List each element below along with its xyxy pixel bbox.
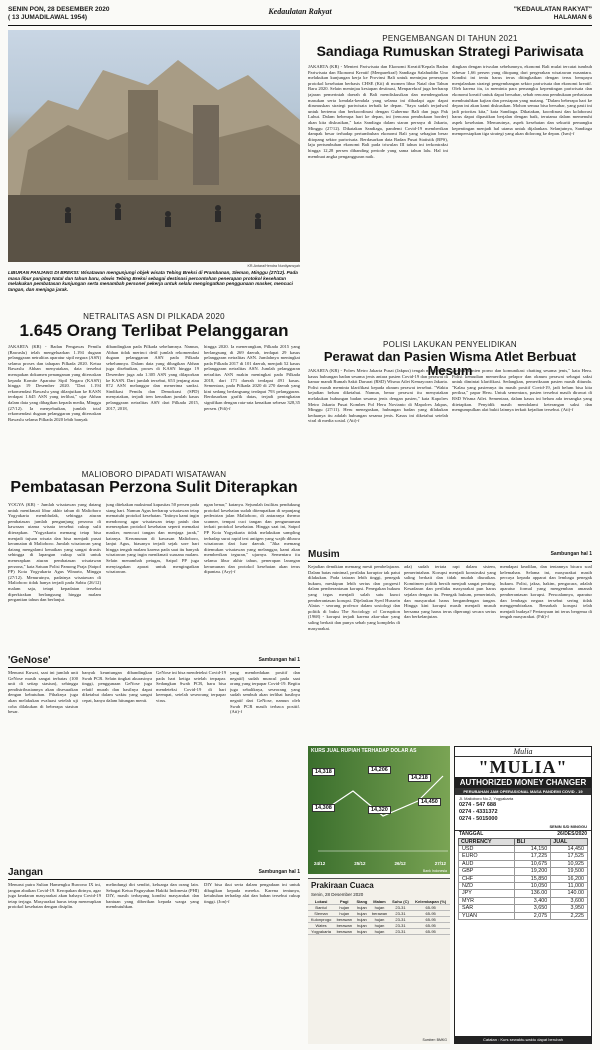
jangan-section-header — [8, 866, 300, 880]
photo-caption: LIBURAN PANJANG DI BREKSI: Wisatawan mengunjungi objek wisata Tebing Breksi di Prambanan, Sleman, Minggu (27/12). Pada masa libur panjang Natal dan tahun baru, obwis Tebing Breksi sebagai destinasi percontohan penerapan protokol kesehatan melakukan pembatasan kunjungan serta menambah personel pekerja untuk selalu mengingatkan penggunaan masker, mencuci tangan, dan menjaga jarak. — [8, 270, 298, 292]
mulia-subtitle: AUTHORIZED MONEY CHANGER — [455, 777, 591, 788]
kurs-dates — [314, 861, 446, 866]
musim-label: Musim — [308, 549, 340, 560]
rate-row — [459, 868, 588, 875]
rate-row — [459, 883, 588, 890]
genose-section-header — [8, 654, 300, 668]
weather-cell: 65-95 — [411, 905, 450, 911]
rate-row — [459, 846, 588, 853]
weather-header-noon: Siang — [354, 899, 369, 905]
page-number: HALAMAN 6 — [553, 14, 592, 21]
rate-sell: 16,200 — [551, 875, 588, 882]
weather-cell: Yogyakarta — [308, 929, 334, 935]
news-photo — [8, 30, 300, 262]
mulia-date-row — [455, 830, 591, 838]
kurs-source: Bank Indonesia — [422, 869, 447, 873]
mulia-date: 26/DES/2020 — [557, 831, 587, 837]
issue-date: SENIN PON, 28 DESEMBER 2020 — [8, 6, 110, 13]
weather-date: Senin, 28 Desember 2020 — [311, 892, 364, 897]
weather-cell: 23-31 — [390, 929, 412, 935]
rate-buy: 15,850 — [514, 875, 551, 882]
rate-buy: 10,675 — [514, 860, 551, 867]
jangan-label: Jangan — [8, 867, 44, 878]
jangan-column-2: melindungi diri sendiri, keluarga dan orang lain. Sebagai Ketua Paguyuban Hakiki Indonesia (PHI) DIY, masih terbayang kondisi masyarakat dan bantuan yang diberikan kepada warga yang membutuhkan. — [106, 882, 199, 910]
story1-column-3: hingga 2020. Ia menerangkan, Pilkada 2015 yang berlangsung di 269 daerah, terdapat 29 kasus pelanggaran netralitas ASN. Jumlahnya meningkat pada Pilkada 2017 di 101 daerah, menjadi 52 kasus pelanggaran netralitas ASN. Jumlah pelanggaran netralitas ASN makin meningkat pada Pilkada 2018, dari 171 daerah terdapat 491 kasus. Sementara, pada Pilkada 2020 di 270 daerah yang kini sedang berlangsung terdapat 793 pelanggaran. Berdasarkan grafik datas, terjadi peningkatan signifikan dengan rata-rata kenaikan sebesar 328,35 persen. (Fdi)-f — [204, 344, 300, 411]
hijri-date: ( 13 JUMADILAWAL 1954) — [8, 14, 87, 21]
rate-row — [459, 897, 588, 904]
kurs-tag-5: 14,320 — [368, 806, 391, 814]
rate-buy: 136.00 — [514, 890, 551, 897]
story2-column-2: dingkan dengan triwulan sebelumnya, ekonomi Bali mulai tercatat tumbuh sebesar 1,66 persen yang ditopang dari pergerakan wisatawan nusantara. Kondisi ini tentu harus terus ditingkatkan dengan terus berupaya menjalankan strategi pengembangan sektor pariwisata dan ekonomi kreatif. Oleh karena itu, ia meminta para pemangku kepentingan pariwisata dan ekonomi kreatif untuk dapat bersabar, sebab rencana pembukaan perbatasan membutuhkan kajian dan persiapan yang matang. "Dalam beberapa hari ke depan ini akan kami diskusikan. Mohon semua bisa bersabar, yang pasti ini jadi prioritas kita," kata Sandiaga. Dikatakan, koordinasi dan kolaborasi harus dapat dipastikan berjalan dengan baik, terutama dalam memenuhi aspek kesehatan. Menurutnya, aspek kesehatan dan sekuriti pemangku kepentingan menjadi hal utama untuk dijalankan. Selanjutnya, Sandiaga mempersiapkan tiga strategi yang akan didorong ke depan. (Ism)-f — [452, 64, 592, 137]
weather-cell: hujan — [369, 917, 389, 923]
weather-row — [308, 917, 450, 923]
weather-box — [308, 878, 450, 1044]
weather-cell: berawan — [369, 911, 389, 917]
musim-sambungan: Sambungan hal 1 — [550, 551, 592, 557]
weather-cell: 23-31 — [390, 923, 412, 929]
genose-column-1: Menurut Kuwat, saat ini jumlah unit GeNose masih sangat terbatas (100 unit di setiap stasiun), sehingga pendistribusiannya akan disesuaikan dengan kebutuhan. Pihaknya juga akan melakukan evaluasi setelah uji coba dilakukan di beberapa stasiun besar. — [8, 670, 78, 715]
weather-cell: hujan — [354, 905, 369, 911]
jangan-sambungan: Sambungan hal 1 — [258, 869, 300, 875]
rate-sell: 17,525 — [551, 853, 588, 860]
rate-buy: 3,400 — [514, 897, 551, 904]
rate-sell: 2,225 — [551, 912, 588, 919]
story4-column-1: JAKARTA (KR) - Polres Metro Jakarta Pusat (Jakpus) tengah menyelidiki kasus hubungan badan sesama jenis antara pasien Covid-19 dan perawat di kamar mandi Rumah Sakit Darurat (RSD) Wisma Atlet Kemayoran Jakarta. Polisi masih meminta klarifikasi kepada oknum perawat tersebut. "Waktu kejadian belum diketahui. Namun, benar perawat itu menyatakan melakukan hubungan badan sesama jenis dengan pasien," kata Kapolres Metro Jakarta Pusat Kombes Pol Heru Novianto di Mapolres Jakpus, Minggu (27/11). Heru menegaskan, hubungan badan yang dilakukan keduanya itu adalah hubungan sesama jenis. Kasus ini diketahui setelah viral di media sosial. (Ati)-f — [308, 368, 448, 424]
rate-sell: 3,600 — [551, 897, 588, 904]
story1-kicker: NETRALITAS ASN DI PILKADA 2020 — [83, 312, 225, 321]
story1-column-1: JAKARTA (KR) - Badan Pengawas Pemilu (Bawaslu) telah mengeluarkan 1.194 dugaan pelanggaran netralitas aparatur sipil negara (ASN) selama proses dan tahapan Pilkada 2020. Ketua Bawaslu Abhan menyatakan, data tersebut merupakan dokumen penanganan yang diteruskan kepada Komite Aparatur Sipil Negara (KASN) hingga 19 Desember 2020. "Dari 1.194 rekomendasi Bawaslu yang dilanjutkan ke KASN terdapat 1.645 ASN yang terlibat," ujar Abhan dalam data yang dibagikan kepada media, Minggu (27/12). Ia menyebutkan, jumlah total rekomendasi dugaan pelanggaran yang diteruskan Bawaslu selama Pilkada 2020 lebih banyak — [8, 344, 101, 422]
genose-column-2: banyak keuntungan dibandingkan Swab PCR. Selain tingkat akurasinya tinggi, penggunaan GeNose juga relatif murah dan hasilnya dapat diketahui dalam waktu yang sangat cepat, hanya dalam hitungan menit. — [82, 670, 152, 703]
weather-cell: 23-31 — [390, 911, 412, 917]
rate-header-buy: BLI — [514, 839, 551, 846]
weather-cell: 65-95 — [411, 929, 450, 935]
weather-header-night: Malam — [369, 899, 389, 905]
story3-column-3: ngan benar," katanya. Sejumlah fasilitas pendukung protokol kesehatan sudah ditempatkan di sepanjang pedestrian jalan Malioboro, di antaranya thermo scanner, tempat cuci tangan dan pengumuman terkait protokol kesehatan. Hingga saat ini, Satpol PP Kota Yogyakarta tidak melakukan sampling terhadap surat rapid test antigen yang wajib dibawa wisatawan dari luar daerah. "Jika memang ditemukan wisatawan yang melanggar, kami akan memberikan teguran," ujarnya. Sementara itu selama libur akhir tahun, penerapan larangan kerumunan dan protokol kesehatan akan terus dipantau. (Ary)-f — [204, 502, 300, 575]
weather-table — [308, 899, 450, 935]
masthead-logo: Kedaulatan Rakyat — [268, 7, 332, 16]
weather-cell: berawan — [334, 923, 354, 929]
jangan-column-1: Menurut putra Sultan Hamengku Buwono IX ini, jangan abaikan Covid-19. Keropakan dirinya, agar juga keadaran masyarakat akan bahaya Covid-19 tetap terjaga. Masyarakat harus tetap menerapkan protokol kesehatan dengan disiplin. — [8, 882, 101, 910]
mulia-phone-2: 0274 - 4331372 — [459, 809, 498, 815]
weather-cell: hujan — [369, 929, 389, 935]
rate-sell: 140.00 — [551, 890, 588, 897]
weather-header-morning: Pagi — [334, 899, 354, 905]
breksi-cliff-image — [8, 30, 300, 262]
rate-currency: SAR — [459, 905, 515, 912]
weather-cell: Wates — [308, 923, 334, 929]
rate-currency: EURO — [459, 853, 515, 860]
mulia-date-label: TANGGAL — [459, 831, 484, 837]
weather-cell: hujan — [334, 905, 354, 911]
kurs-tag-6: 14,450 — [418, 798, 441, 806]
story2-column-1: JAKARTA (KR) - Menteri Pariwisata dan Ekonomi Kreatif/Kepala Badan Pariwisata dan Ekonomi Kreatif (Menparekraf) Sandiaga Salahuddin Uno melakukan kunjungan kerja ke Provinsi Bali untuk meninjau penerapan protokol kesehatan berbasis CHSE (Kit) di momen libur Natal dan Tahun Baru 2020. Selain meninjau kesiapan destinasi, Menparekraf juga berharap jajaran pemerintah daerah di Bali mendiskusikan dan mendengarkan masukan serta kendala-kendala yang selama ini dihadapi agar dapat dirumuskan strategi pariwisata terbaik ke depan. "Saya sudah terjadwal untuk bertemu dan berkoordinasi dengan Gubernur Bali dan juga Pak Luhut. Dalam beberapa hari ke depan, ini (rencana pembukaan border) akan kita diskusikan," kata Sandiaga dalam siaran persnya di Jakarta, Minggu (27/12). Dikatakan Sandiaga, pandemi Covid-19 memberikan dampak besar terhadap pertumbuhan ekonomi Bali yang sebagian besar ditopang sektor pariwisata. Berdasarkan data Badan Pusat Statistik (BPS), laju pertumbuhan ekonomi Bali pada triwulan III tahun ini terkontraksi hingga 12,28 persen dibanding periode yang sama tahun lalu. Hal ini membuat angka pengangguran naik. — [308, 64, 448, 159]
mulia-rate-table-wrap — [455, 838, 591, 920]
rate-sell: 19,500 — [551, 868, 588, 875]
rate-buy: 14,150 — [514, 846, 551, 853]
kurs-tag-2: 14,206 — [368, 766, 391, 774]
genose-label: 'GeNose' — [8, 655, 51, 666]
weather-cell: 65-95 — [411, 917, 450, 923]
rate-row — [459, 905, 588, 912]
story3-kicker: MALIOBORO DIPADATI WISATAWAN — [81, 470, 227, 479]
genose-sambungan: Sambungan hal 1 — [258, 657, 300, 663]
kurs-tag-1: 14,318 — [312, 768, 335, 776]
weather-title: Prakiraan Cuaca — [311, 881, 374, 890]
rate-sell: 3,950 — [551, 905, 588, 912]
story3-column-1: YOGYA (KR) - Jumlah wisatawan yang datang untuk menikmati libur akhir tahun di Malioboro Yogyakarta membludak, sehingga aturan pembatasan jumlah pengunjung perzona di kawasan utama wisata tersebut cukup sulit diterapkan. "Yogyakarta memang tetap bisa menjadi tujuan wisata dan bisa menjadi pusat keramaian di Malioboro. Jumlah wisatawan yang datang mengalami kenaikan yang sangat drastis sehingga di lapangan cukup sulit untuk menerapkan aturan pembatasan wisatawan perzona," kata Satuan Polisi Pamong Praja (Satpol PP) Kota Yogyakarta Agus Winarto, Minggu (27/12). Menurutnya, padatnya wisatawan di Malioboro tidak hanya terjadi pada Sabtu (26/12) malam saja, tetapi kepadatan tersebut diperkirakan berlangsung hingga malam pergantian tahun dan berlanjut. — [8, 502, 101, 603]
kurs-date-4: 27/12 — [434, 861, 446, 866]
weather-cell: 23-31 — [390, 917, 412, 923]
rate-row — [459, 875, 588, 882]
genose-column-3: GeNose ini bisa mendeteksi Covid-19 pada hari ketiga setelah terpapar. Sedangkan Swab PCR, baru bisa mendeteksi Covid-19 di hari keempat, setelah seseorang terpapar virus. — [156, 670, 226, 703]
weather-cell: Kulonprogo — [308, 917, 334, 923]
story3-headline: Pembatasan Perzona Sulit Diterapkan — [10, 479, 298, 496]
rate-currency: JPY — [459, 890, 515, 897]
mulia-rate-table — [458, 838, 588, 920]
rate-buy: 19,200 — [514, 868, 551, 875]
mulia-phone-3: 0274 - 5015000 — [459, 816, 498, 822]
weather-cell: 65-95 — [411, 911, 450, 917]
weather-cell: Sleman — [308, 911, 334, 917]
genose-column-4: yang membedakan positif dan negatif) sudah muncul pada saat orang yang terpapar Covid-19. Begitu juga sebaliknya, seseorang yang sudah sembuh akan terlihat hasilnya negatif dari GeNose, namun oleh Swab PCR masih terbaca positif. (Ati)-f — [230, 670, 300, 715]
weather-cell: 23-31 — [390, 905, 412, 911]
kurs-date-1: 24/12 — [314, 861, 326, 866]
musim-column-1: Kejadian demikian memang mesti pembelajaran. Dalam batas minimal, perilaku koruptor tak patut dilakukan. Pada tataran lebih tinggi, penegak hukum, meskipun lebih serius dan progresif dalam pemberantasan korupsi. Penegakan hukum yang tegas menjadi salah satu kunci pemberantasan korupsi. Dijelaskan Syed Hussein Alatas - seorang profesor dalam sosiologi dan politik di buku The Sociology of Corruption (1968) - korupsi terjadi karena akar-akar yang saling berkait dan punya sebab yang kompleks di masyarakat. — [308, 564, 400, 631]
weather-cell: berawan — [334, 929, 354, 935]
weather-row — [308, 929, 450, 935]
rate-row — [459, 853, 588, 860]
rate-currency: YUAN — [459, 912, 515, 919]
rate-sell: 10,925 — [551, 860, 588, 867]
weather-header-temp: Suhu (C) — [390, 899, 412, 905]
kurs-tag-4: 14,308 — [312, 804, 335, 812]
mulia-title: "MULIA" — [478, 757, 568, 777]
rate-sell: 14,450 — [551, 846, 588, 853]
weather-cell: hujan — [369, 923, 389, 929]
rate-currency: MYR — [459, 897, 515, 904]
rate-currency: AUD — [459, 860, 515, 867]
kurs-title: KURS JUAL RUPIAH TERHADAP DOLAR AS — [311, 748, 417, 754]
story4-headline: Perawat dan Pasien Wisma Atlet Berbuat Mesum — [323, 349, 577, 378]
rate-sell: 11,000 — [551, 883, 588, 890]
rate-currency: NZD — [459, 883, 515, 890]
mulia-days: SENIN S/D MINGGU — [549, 824, 587, 829]
story1-headline: 1.645 Orang Terlibat Pelanggaran — [19, 321, 289, 340]
rate-header-sell: JUAL — [551, 839, 588, 846]
kurs-date-2: 25/12 — [354, 861, 366, 866]
rate-currency: USD — [459, 846, 515, 853]
kurs-chart — [308, 746, 450, 874]
jangan-column-3: DIY bisa ikut serta dalam pengadaan ini untuk dibagikan kepada mereka. Karena tentunya, ketuhuhan terhadap alat dan bahan tersebut cukup tinggi. (Jon)-f — [204, 882, 300, 904]
musim-section-header — [308, 548, 592, 562]
story1-column-2: dibandingkan pada Pilkada sebelumnya. Namun, Abhan tidak merinci detil jumlah rekomendasi dugaan pelanggaran ASN pada Pilkada sebelumnya. Dalam data yang dibagikan Abhan juga disebutkan, proses di KASN hingga 19 Desember juga ada 1.305 ASN yang dilaporkan ke KASN. Dari jumlah tersebut, 653 jenjang atau 872 ASN melanggar dan menerima sanksi. Sindikasi Pemilu dan Demokrasi (SPD) menyatakan, terjadi tren kenaikan jumlah kasus pelanggaran netralitas ASN dari Pilkada 2015, 2017, 2018, — [106, 344, 199, 411]
mulia-footer: Catatan : Kurs sewaktu-waktu dapat berubah — [455, 1036, 591, 1043]
rate-buy: 17,225 — [514, 853, 551, 860]
kurs-tag-3: 14,218 — [408, 774, 431, 782]
musim-column-2: ada) sudah tertata rapi dalam sistem, pemerintahan. Korupsi menjadi konstruksi yang saling berkait dan tidak mudah diuraikan. Komitmen politik bersih menjadi sangat penting. Kesadaran dan perilaku masyarakat pun harus sejalan dengan itu. Penegak hukum, pemerintah, dan masyarakat harus bergandengan tangan. Hingga kini korupsi masih menjadi musuh bersama yang harus terus diperangi secara serius dan berkelanjutan. — [404, 564, 496, 620]
rate-row — [459, 912, 588, 919]
kurs-date-3: 26/12 — [394, 861, 406, 866]
weather-cell: hujan — [334, 911, 354, 917]
mulia-banner: PERUBAHAN JAM OPERASIONAL MASA PANDEMI COVID - 19 — [455, 788, 591, 795]
weather-header-location: Lokasi — [308, 899, 334, 905]
mulia-ad — [454, 746, 592, 1044]
rate-buy: 3,650 — [514, 905, 551, 912]
rate-row — [459, 890, 588, 897]
story2-kicker: PENGEMBANGAN DI TAHUN 2021 — [382, 34, 518, 43]
photo-credit: KR-Antara/Hendra Nurdiyansyah — [247, 264, 300, 268]
rate-currency: GBP — [459, 868, 515, 875]
rate-currency: CHF — [459, 875, 515, 882]
story2-headline: Sandiaga Rumuskan Strategi Pariwisata — [316, 43, 584, 59]
mulia-logo: Mulia — [455, 747, 591, 757]
weather-cell: hujan — [354, 911, 369, 917]
weather-cell: hujan — [354, 923, 369, 929]
weather-cell: berawan — [334, 917, 354, 923]
weather-source: Sumber: BMKG — [422, 1038, 447, 1042]
rate-buy: 10,050 — [514, 883, 551, 890]
weather-cell: hujan — [354, 917, 369, 923]
weather-cell: hujan — [369, 905, 389, 911]
mulia-phone-1: 0274 - 547 688 — [459, 802, 497, 808]
paper-name: "KEDAULATAN RAKYAT" — [513, 6, 592, 13]
story4-column-2: gambar konten porno dan komunikasi chatting sesama jenis," kata Heru. Polisi kemudian memeriksa pelapor dan oknum perawat sebagai saksi untuk dimintai klarifikasi. Sedangkan, pemeriksaan pasien masih ditunda. "Kalau yang pasiennya itu masih positif Covid-19, jadi belum bisa kita periksa," papar Heru. Untuk sementara, pasien tersebut masih dirawat di RSD Wisma Atlet. Sementara, dalam kasus ini belum ada tersangka yang ditetapkan. Penyidik masih mendalami keterangan saksi dan mengumpulkan alat bukti lainnya terkait kejadian tersebut. (Ati)-f — [452, 368, 592, 413]
story4-kicker: POLISI LAKUKAN PENYELIDIKAN — [383, 340, 517, 349]
mulia-address: Jl. Malioboro No.2, Yogyakarta — [459, 796, 514, 801]
rate-row — [459, 860, 588, 867]
weather-cell: 65-95 — [411, 923, 450, 929]
weather-cell: Bantul — [308, 905, 334, 911]
weather-header-humidity: Kelembapan (%) — [411, 899, 450, 905]
rate-header-currency: CURRENCY — [459, 839, 515, 846]
masthead — [8, 4, 592, 26]
rate-buy: 2,075 — [514, 912, 551, 919]
weather-cell: hujan — [354, 929, 369, 935]
musim-column-3: mendapat keadilan, dan tentannya bicara soal kelemahan. Selama ini, masyarakat masih percaya kepada apparat dan lembaga penegak hukum. Polisi, jaksa, hakim, pengacara, adalah aparatur formal yang mengemban amanah pemberantasan korupsi. Persoalannya, aparatur dan lembaga negara tersebut sering tidak menggembirakan. Benarkah korupsi telah menjadi budaya? Pertanyaan ini terus bergema di tengah masyarakat. (Fdi)-f — [500, 564, 592, 620]
story3-column-2: jung ditekakan maksimal kapasitas 50 persen pada siang hari. Namun Agus berharap wisatawan tetap mematuhi protokol kesehatan. "Intinya kami ingin mendorong agar wisatawan tetap patuh dan menerapkan protokol kesehatan seperti memakai masker, mencuci tangan dan menjaga jarak," katanya. Kerumunan di kawasan Malioboro, lanjut Agus, biasanya terjadi sejak sore hari hingga tengah malam karena pada saat itu banyak wisatawan yang ingin menikmati suasana malam. Selain menambah petugas, Satpol PP juga menyiagakan aparat untuk mengingatkan wisatawan. — [106, 502, 199, 575]
